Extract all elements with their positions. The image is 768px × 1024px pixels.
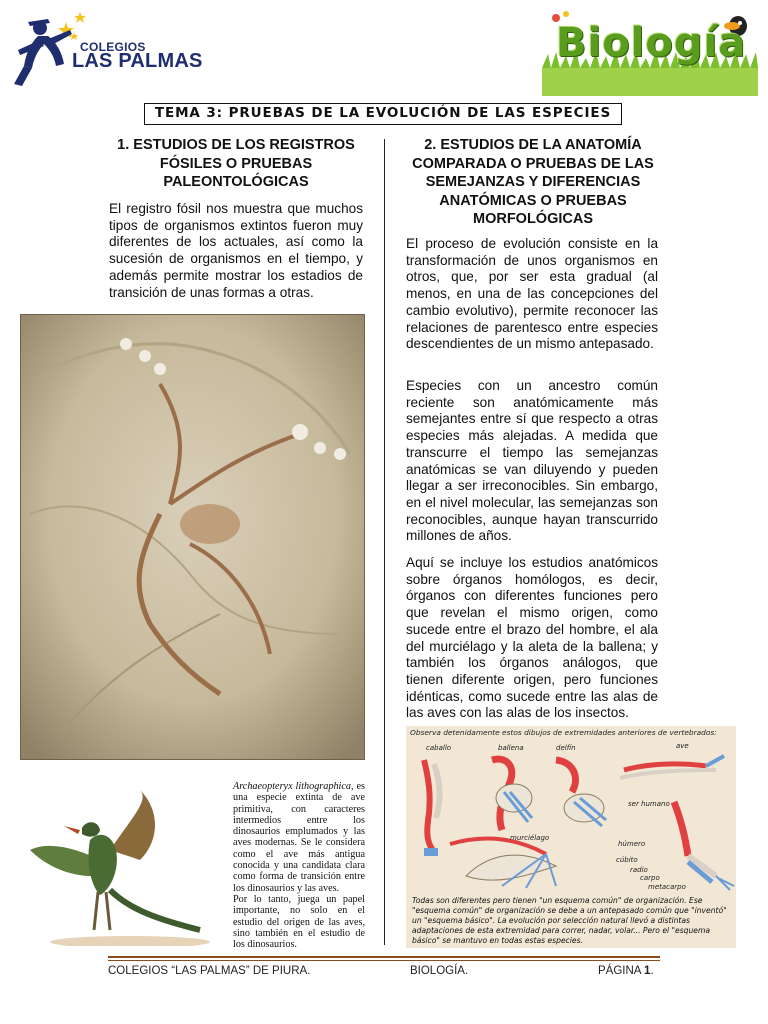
footer-page-number: 1 [644,965,651,977]
topic-title: TEMA 3: PRUEBAS DE LA EVOLUCIÓN DE LAS ESPECIES [144,103,622,125]
caption-text: es una especie extinta de ave primitiva, con caracteres intermedios entre los dinosaurios emplumados y las aves modernas. Se le considera como el ave más antigua conocida y una candidata clara como forma de transición entre los dinosaurios y las aves. [233,781,365,894]
label-ballena: ballena [498,744,524,752]
homologous-limbs-figure [406,726,736,948]
footer-page-prefix: PÁGINA [598,965,645,977]
footer-page [598,965,654,977]
label-murcielago: murciélago [510,834,550,842]
section-2-text-block-3 [406,555,658,722]
logo-line-las-palmas: LAS PALMAS [72,50,203,72]
caption-text-2: Por lo tanto, juega un papel importante, no solo en el estudio del origen de las aves, sino también en el estudio de los dinosaurios. [233,893,365,951]
section-1-heading: 1. ESTUDIOS DE LOS REGISTROS FÓSILES O PRUEBAS PALEONTOLÓGICAS [117,137,355,190]
footer-rule-thin [108,960,660,961]
section-1-heading-block [108,136,364,192]
archaeopteryx-fossil-image [20,314,365,760]
label-metacarpo: metacarpo [648,883,686,891]
archaeopteryx-illustration [20,780,210,946]
section-2-text-block-2 [406,378,658,545]
figure-footnote: Todas son diferentes pero tienen "un esquema común" de organización. Ese "esquema común" de organización se debe a un antepasado común que "inventó" un "esquema básico". La evolución por selección natural llevó a distintas adaptaciones de esta extremidad para correr, nadar, volar... Pero el "esquema básico" se mantuvo en todas estas especies. [412,896,727,945]
section-1-text-block [109,201,363,301]
figure-instruction: Observa detenidamente estos dibujos de extremidades anteriores de vertebrados: [410,728,717,737]
section-2-paragraph-1: El proceso de evolución consiste en la transformación de unos organismos en otros, que, por ser esta gradual (al menos, en una de las concepciones del cambio evolutivo), permite reconocer las relaciones de parentesco entre especies descendientes de un mismo antepasado. [406,236,658,352]
school-logo [10,10,210,92]
logo-line-colegios: COLEGIOS [80,40,146,54]
biologia-logo [542,8,758,96]
biologia-wordmark: Biología [556,20,747,66]
caption-species-name: Archaeopteryx lithographica, [233,781,354,792]
label-cubito: cúbito [616,856,638,864]
label-radio: radio [630,866,648,874]
footer-rule-thick [108,956,660,958]
section-2-paragraph-3: Aquí se incluye los estudios anatómicos sobre órganos homólogos, es decir, órganos con diferentes funciones pero que revelan el mismo origen, como sucede entre el brazo del hombre, el ala del murciélago y la aleta de la ballena; y también los órganos análogos, que tienen diferente origen, pero funciones idénticas, como sucede entre las alas de las aves con las alas de los insectos. [406,555,658,721]
footer-page-suffix: . [650,965,654,977]
section-1-paragraph: El registro fósil nos muestra que muchos tipos de organismos extintos fueron muy diferentes de los actuales, así como la sucesión de organismos en el tiempo, y además permite mostrar los estadios de transición de unas formas a otras. [109,201,363,300]
archaeopteryx-caption [233,781,365,950]
section-2-paragraph-2: Especies con un ancestro común reciente son anatómicamente más semejantes entre sí que respecto a otras especies más alejadas. A medida que transcurre el tiempo las semejanzas anatómicas se van diluyendo y pueden llegar a ser irreconocibles. Sin embargo, en el nivel molecular, las semejanzas son reconocibles, aunque hayan transcurrido millones de años. [406,378,658,544]
label-delfin: delfín [556,744,576,752]
section-2-heading: 2. ESTUDIOS DE LA ANATOMÍA COMPARADA O PRUEBAS DE LAS SEMEJANZAS Y DIFERENCIAS ANATÓMICAS O PRUEBAS MORFOLÓGICAS [412,137,654,227]
label-ave: ave [676,742,689,750]
footer-subject: BIOLOGÍA. [410,965,469,977]
label-humero: húmero [618,840,646,848]
footer-school: COLEGIOS “LAS PALMAS” DE PIURA. [108,965,311,977]
column-divider [384,139,385,945]
section-2-text-block-1 [406,236,658,353]
label-caballo: caballo [426,744,452,752]
label-carpo: carpo [640,874,660,882]
label-ser-humano: ser humano [628,800,670,808]
section-2-heading-block [402,136,664,229]
